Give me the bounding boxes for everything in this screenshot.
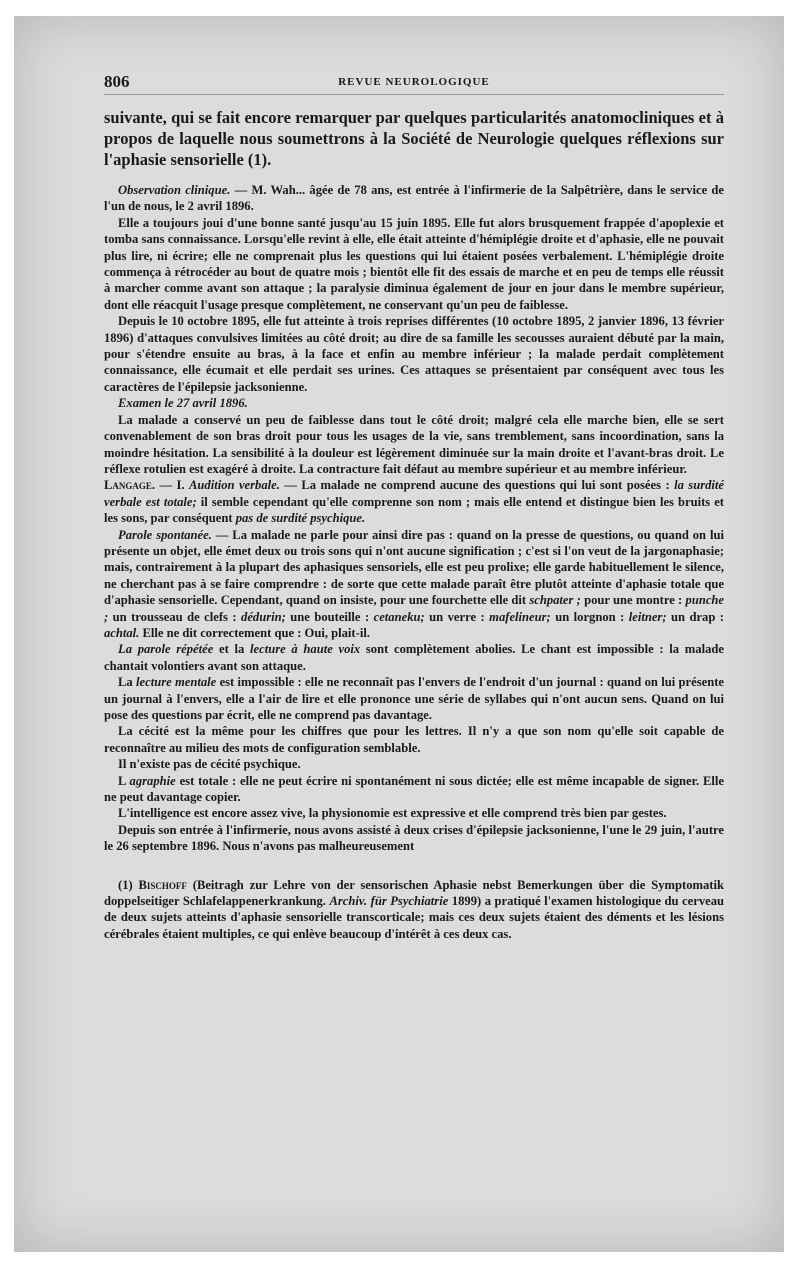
page-number: 806	[104, 72, 130, 91]
running-title: REVUE NEUROLOGIQUE	[338, 76, 490, 88]
intro-paragraph: suivante, qui se fait encore remarquer par quelques particularités anatomocliniques et à propos de laquelle nous soumettrons à la Société de Neurologie quelques réflexions sur l'aphasie sensorielle (1).	[104, 108, 724, 169]
parole-paragraph: Parole spontanée. — La malade ne parle pour ainsi dire pas : quand on la presse de questions, ou quand on lui présente un objet, elle émet deux ou trois sons qui n'ont aucune signification ; c'est si l'on veut de la jargonaphasie; mais, contrairement à la plupart des aphasiques sensoriels, elle est peu prolixe; elle garde habituellement le silence, ne cherchant pas à se faire comprendre : de sorte que cette malade paraît être plutôt atteinte d'aphasie totale que d'aphasie sensorielle. Cependant, quand on insiste, pour une fourchette elle dit schpater ; pour une montre : punche ; un trousseau de clefs : dédurin; une bouteille : cetaneku; un verre : mafelineur; un lorgnon : leitner; un drap : achtal. Elle ne dit correctement que : Oui, plait-il.	[104, 527, 725, 640]
agraphie-paragraph: L agraphie est totale : elle ne peut écrire ni spontanément ni sous dictée; elle est même incapable de signer. Elle ne peut davantage copier.	[104, 773, 724, 805]
article-body	[104, 182, 724, 855]
intelligence-paragraph: L'intelligence est encore assez vive, la physionomie est expressive et elle comprend très bien par gestes.	[118, 806, 667, 821]
psychique-paragraph: Il n'existe pas de cécité psychique.	[118, 757, 301, 772]
langage-paragraph: Langage. — I. Audition verbale. — La malade ne comprend aucune des questions qui lui sont posées : la surdité verbale est totale; il semble cependant qu'elle comprenne son nom ; mais elle entend et distingue bien les bruits et les sons, par conséquent pas de surdité psychique.	[104, 478, 724, 526]
seizures-paragraph: Depuis le 10 octobre 1895, elle fut atteinte à trois reprises différentes (10 octobre 1895, 2 janvier 1896, 13 février 1896) d'attaques convulsives limitées au côté droit; au dire de sa famille les secousses auraient débuté par la main, pour s'étendre ensuite au bras, à la face et enfin au membre inférieur ; la malade perdait complètement connaissance, elle écumait et elle perdait ses urines. Ces attaques se présentaient par conséquent avec tous les caractères de l'épilepsie jacksonienne.	[104, 314, 724, 394]
observation-label: Observation clinique.	[118, 183, 231, 197]
footnote-author: Bischoff	[138, 877, 187, 892]
footnote: (1) Bischoff (Beitragh zur Lehre von der sensorischen Aphasie nebst Bemerkungen über die Symptomatik doppelseitiger Schlafelappenerkrankung. Archiv. für Psychiatrie 1899) a pratiqué l'examen histologique du cerveau de deux sujets atteints d'aphasie sensorielle transcorticale; mais ces deux sujets étaient des déments et les lésions cérébrales étaient multiples, ce qui enlève beaucoup d'intérêt à ces deux cas.	[104, 877, 725, 941]
footnote-journal: Archiv. für Psychiatrie	[329, 894, 449, 909]
lecture-paragraph: La lecture mentale est impossible : elle ne reconnaît pas l'envers de l'endroit d'un journal : quand on lui présente un journal à l'envers, elle a l'air de lire et elle prononce une série de syllabes qui n'ont aucun sens. Quand on lui pose des questions par écrit, elle ne comprend pas davantage.	[104, 675, 724, 722]
history-paragraph: Elle a toujours joui d'une bonne santé jusqu'au 15 juin 1895. Elle fut alors brusquement frappée d'apoplexie et tomba sans connaissance. Lorsqu'elle revint à elle, elle était atteinte d'hémiplégie droite et d'aphasie, elle ne pouvait plus lire, ni écrire; elle ne comprenait plus les questions qui lui étaient posées verbalement. L'hémiplégie droite commença à rétrocéder au bout de quatre mois ; bientôt elle fit des essais de marche et en peu de temps elle réussit à marcher comme avant son attaque ; la paralysie diminua également de jour en jour dans le membre supérieur, dont elle réacquit l'usage presque complètement, ne conservant qu'un peu de faiblesse.	[104, 215, 724, 312]
exam-paragraph: La malade a conservé un peu de faiblesse dans tout le côté droit; malgré cela elle marche bien, elle se sert convenablement de son bras droit pour tous les usages de la vie, sans tremblement, sans incoordination, sans la moindre hésitation. La sensibilité à la douleur est légèrement diminuée sur la main droite et l'avant-bras droit. Le réflexe rotulien est exagéré à droite. La contracture fait défaut au membre supérieur et au membre inférieur.	[104, 412, 724, 476]
depuis-paragraph: Depuis son entrée à l'infirmerie, nous avons assisté à deux crises d'épilepsie jacksonienne, l'une le 29 juin, l'autre le 26 septembre 1896. Nous n'avons pas malheureusement	[104, 822, 724, 854]
observation-paragraph: Observation clinique. — M. Wah... âgée de 78 ans, est entrée à l'infirmerie de la Salpêtrière, dans le service de l'un de nous, le 2 avril 1896.	[104, 183, 725, 214]
page-header	[104, 70, 724, 95]
cecite-paragraph: La cécité est la même pour les chiffres que pour les lettres. Il n'y a que son nom qu'elle soit capable de reconnaître au milieu des mots de configuration semblable.	[104, 724, 724, 755]
repetee-paragraph: La parole répétée et la lecture à haute voix sont complètement abolies. Le chant est impossible : la malade chantait volontiers avant son attaque.	[104, 642, 724, 673]
exam-heading: Examen le 27 avril 1896.	[118, 396, 248, 411]
journal-page	[104, 70, 724, 942]
